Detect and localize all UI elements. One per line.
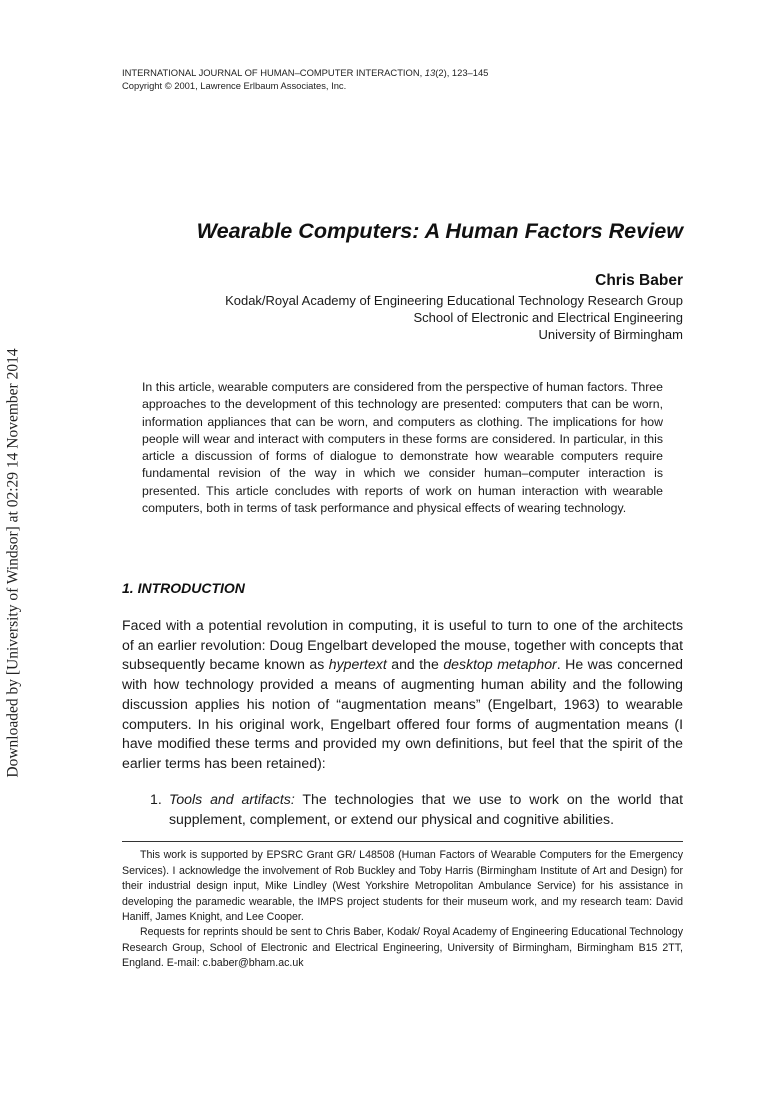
footnote-divider (122, 841, 683, 842)
list-item-body (169, 790, 683, 829)
abstract: In this article, wearable computers are considered from the perspective of human factors. Three approaches to the development of this technology are presented: computers that can be worn, information appliances that can be worn, and computers as clothing. The implications for how people will wear and interact with computers in these forms are considered. In particular, in this article a discussion of forms of dialogue to demonstrate how wearable computers require fundamental revision of the way in which we consider human–computer interaction is presented. This article concludes with reports of work on human interaction with wearable computers, both in terms of task performance and physical effects of wearing technology. (142, 380, 663, 516)
intro-term-hypertext: hypertext (328, 656, 387, 673)
affiliation-line: University of Birmingham (538, 327, 683, 342)
affiliation-line: Kodak/Royal Academy of Engineering Educational Technology Research Group (225, 293, 683, 308)
journal-issue-pages: (2), 123–145 (435, 67, 489, 78)
intro-term-desktop-metaphor: desktop metaphor (443, 656, 557, 673)
download-watermark-text: Downloaded by [University of Windsor] at 02:29 14 November 2014 (5, 348, 22, 778)
article-title: Wearable Computers: A Human Factors Review (196, 218, 683, 243)
running-head (122, 66, 488, 92)
footnote-acknowledgement: This work is supported by EPSRC Grant GR/ L48508 (Human Factors of Wearable Computers for the Emergency Services). I acknowledge the involvement of Rob Buckley and Toby Harris (Birmingham Institute of Art and Design) for their industrial design input, Mike Lindley (West Yorkshire Metropolitan Ambulance Service) for his assistance in developing the paramedic wearable, the IMPS project students for their museum work, and my research team: David Haniff, James Knight, and Lee Cooper. (122, 849, 683, 924)
list-item-number: 1. (150, 791, 162, 807)
author-name: Chris Baber (595, 272, 683, 289)
footnote-reprints: Requests for reprints should be sent to Chris Baber, Kodak/ Royal Academy of Engineering Educational Technology Research Group, School of Electronic and Electrical Engineering, University of Birmingham, Birmingham B15 2TT, England. E-mail: c.baber@bham.ac.uk (122, 926, 683, 970)
download-watermark (3, 345, 25, 781)
list-item (150, 790, 683, 829)
copyright-line: Copyright © 2001, Lawrence Erlbaum Associates, Inc. (122, 80, 347, 91)
intro-text: . He was concerned with how technology provided a means of augmenting human ability and the following discussion applies his notion of “augmentation means” (Engelbart, 1963) to wearable computers. In his original work, Engelbart offered four forms of augmentation means (I have modified these terms and provided my own definitions, but feel that the spirit of the earlier terms has been retained): (122, 656, 684, 771)
affiliation-line: School of Electronic and Electrical Engineering (413, 310, 683, 325)
intro-text: and the (386, 656, 444, 673)
journal-volume: 13 (424, 67, 436, 78)
journal-name: INTERNATIONAL JOURNAL OF HUMAN–COMPUTER INTERACTION, (122, 67, 425, 78)
section-heading-introduction: 1. INTRODUCTION (122, 580, 245, 596)
list-item-text: The technologies that we use to work on the world that supplement, complement, or extend our physical and cognitive abilities. (169, 791, 683, 827)
introduction-paragraph (122, 616, 683, 774)
journal-citation (122, 66, 488, 79)
list-item-term: Tools and artifacts: (169, 791, 295, 807)
intro-text: Faced with a potential revolution in computing, it is useful to turn to one of the architects of an earlier revolution: Doug Engelbart developed the mouse, together with concepts that subsequently became known as (122, 617, 683, 673)
author-affiliation (122, 292, 683, 343)
